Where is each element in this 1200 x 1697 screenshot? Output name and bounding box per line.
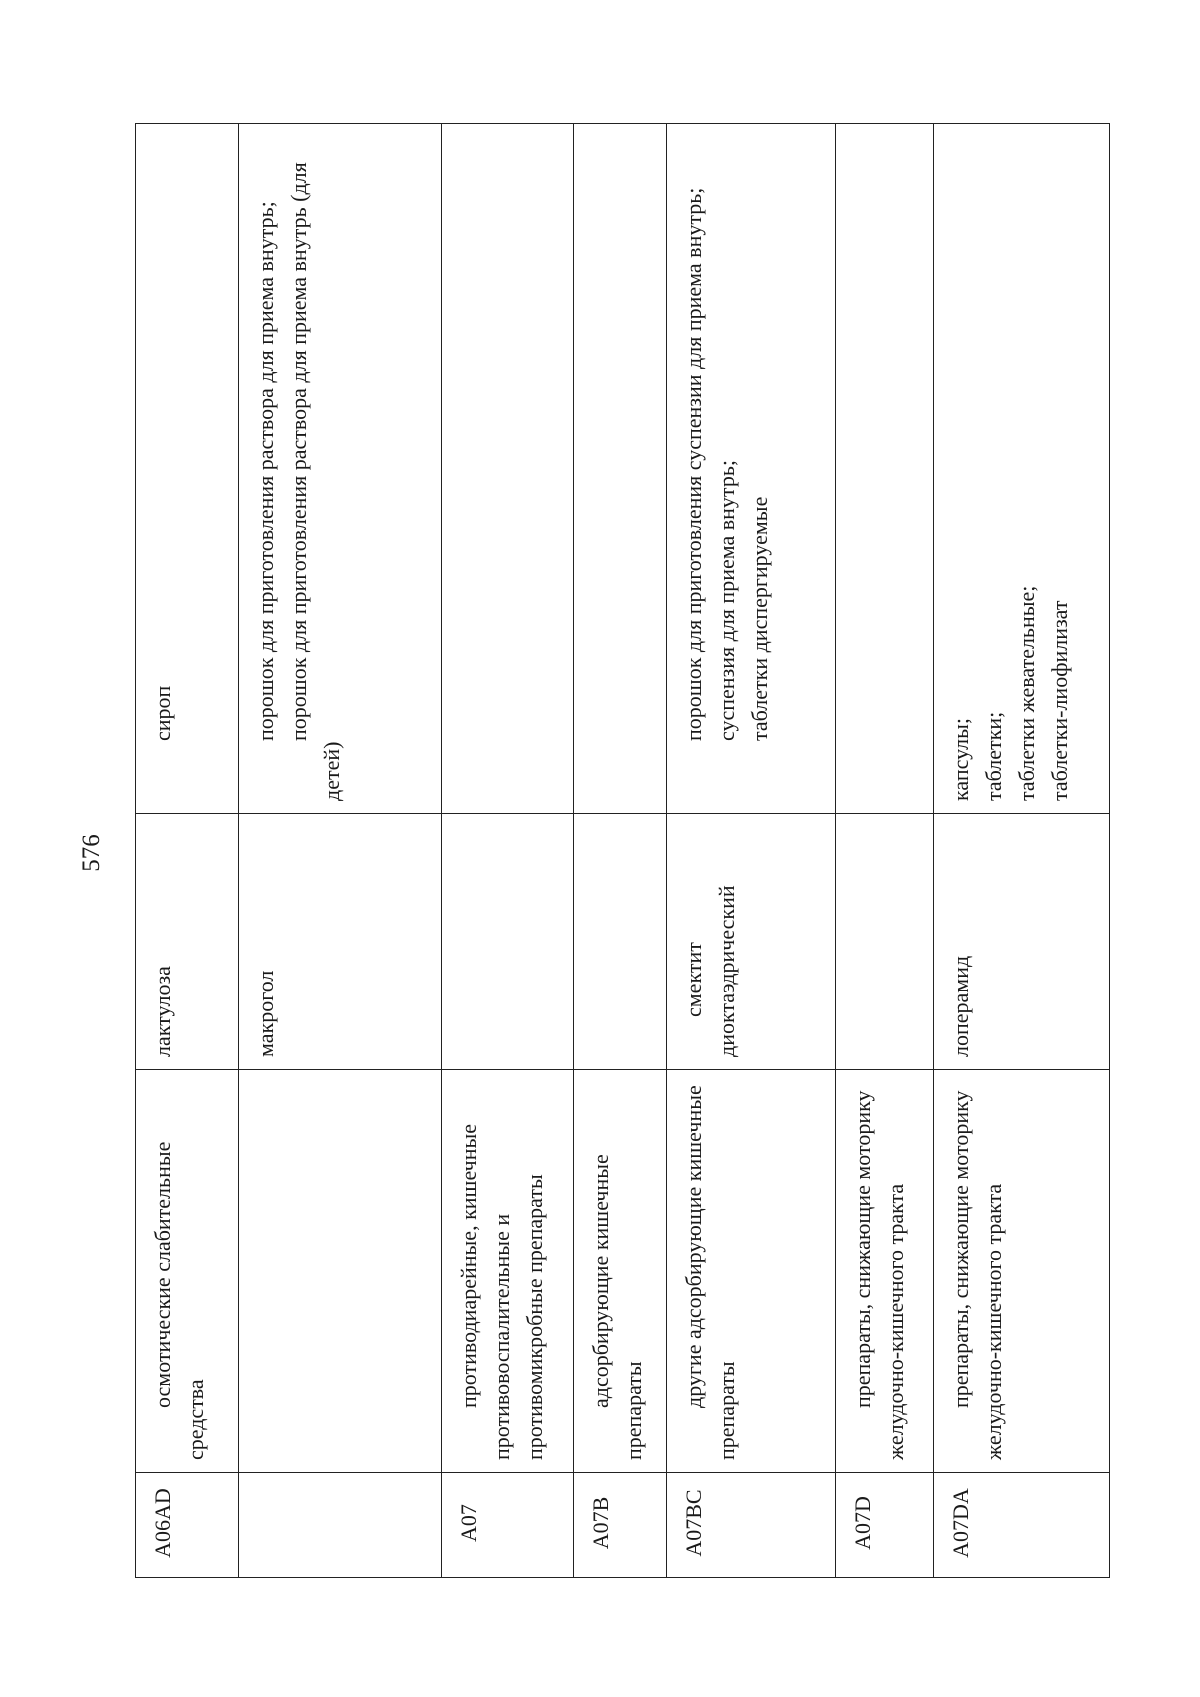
dosage-forms <box>574 124 667 814</box>
table-row <box>666 124 836 1578</box>
atc-code <box>239 1473 442 1578</box>
inn-name: лактулоза <box>136 814 239 1070</box>
dosage-form: таблетки диспергируемые <box>746 496 772 741</box>
table-row <box>836 124 934 1578</box>
table-row <box>239 124 442 1578</box>
group-name: противодиарейные, кишечные противовоспалительные и противомикробные препараты <box>442 1070 574 1473</box>
atc-code: A06AD <box>136 1473 239 1578</box>
dosage-forms <box>442 124 574 814</box>
group-name: препараты, снижающие моторику желудочно-кишечного тракта <box>836 1070 934 1473</box>
dosage-form: порошок для приготовления раствора для приема внутрь (для детей) <box>286 162 345 801</box>
group-name: адсорбирующие кишечные препараты <box>574 1070 667 1473</box>
inn-name: лоперамид <box>934 814 1110 1070</box>
atc-code: A07BC <box>666 1473 836 1578</box>
group-name <box>239 1070 442 1473</box>
table-row <box>574 124 667 1578</box>
table-row <box>934 124 1110 1578</box>
drug-table <box>135 123 1110 1578</box>
inn-name: макрогол <box>239 814 442 1070</box>
dosage-forms <box>239 124 442 814</box>
group-name: другие адсорбирующие кишечные препараты <box>666 1070 836 1473</box>
atc-code: A07B <box>574 1473 667 1578</box>
group-name: осмотические слабительные средства <box>136 1070 239 1473</box>
dosage-forms <box>836 124 934 814</box>
dosage-form: порошок для приготовления раствора для приема внутрь; <box>253 201 279 741</box>
page-number: 576 <box>78 834 105 872</box>
table-row <box>442 124 574 1578</box>
dosage-forms <box>136 124 239 814</box>
dosage-form: суспензия для приема внутрь; <box>713 460 739 741</box>
drug-table-wrapper <box>135 162 1110 1578</box>
dosage-form: таблетки-лиофилизат <box>1047 600 1073 801</box>
group-name: препараты, снижающие моторику желудочно-кишечного тракта <box>934 1070 1110 1473</box>
atc-code: A07DA <box>934 1473 1110 1578</box>
dosage-form: сироп <box>150 685 175 741</box>
table-row <box>136 124 239 1578</box>
inn-name <box>574 814 667 1070</box>
atc-code: A07D <box>836 1473 934 1578</box>
dosage-form: порошок для приготовления суспензии для приема внутрь; <box>680 187 706 741</box>
inn-name: смектит диоктаэдрический <box>666 814 836 1070</box>
atc-code: A07 <box>442 1473 574 1578</box>
dosage-forms <box>666 124 836 814</box>
dosage-form: капсулы; <box>948 718 974 801</box>
inn-name <box>836 814 934 1070</box>
dosage-form: таблетки жевательные; <box>1014 585 1040 801</box>
inn-name <box>442 814 574 1070</box>
dosage-forms <box>934 124 1110 814</box>
dosage-form: таблетки; <box>981 711 1007 801</box>
